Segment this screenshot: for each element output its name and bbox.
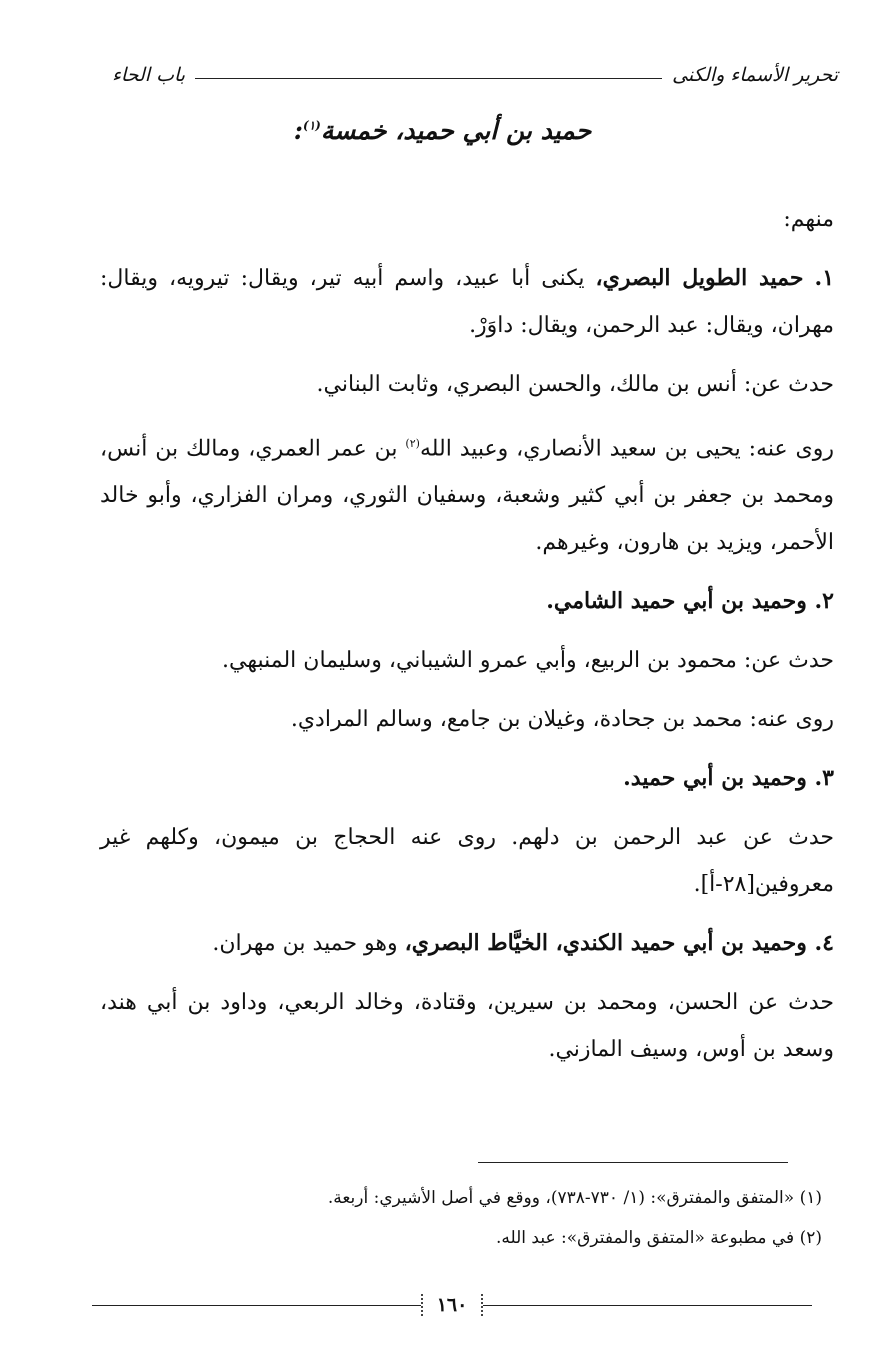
- intro-text: منهم:: [783, 207, 834, 232]
- entry-4-heading: [100, 920, 834, 967]
- entry-2-narrated-by-text: روى عنه: محمد بن جحادة، وغيلان بن جامع، وسالم المرادي.: [290, 707, 834, 733]
- running-head-chapter: باب الحاء: [112, 64, 186, 86]
- entry-4-narrated-from-text: حدث عن الحسن، ومحمد بن سيرين، وقتادة، وخالد الربعي، وداود بن أبي هند، وسعد بن أوس، وسيف المازني.: [100, 990, 834, 1063]
- entry-1-narrated-by-a: روى عنه: يحيى بن سعيد الأنصاري، وعبيد الله: [419, 436, 834, 462]
- entry-2-narrated-by: [100, 696, 834, 743]
- entry-1-narrated-from: [100, 361, 834, 408]
- footnote-ref-2: (٢): [405, 437, 420, 450]
- entry-2-narrated-from: [100, 637, 834, 684]
- section-title-text: حميد بن أبي حميد، خمسة: [320, 116, 592, 145]
- footnotes: [100, 1178, 822, 1258]
- page-footer: [92, 1290, 812, 1320]
- running-head-book-title: تحرير الأسماء والكنى: [672, 64, 838, 86]
- entry-1: [100, 255, 834, 349]
- entry-1-text: يكنى أبا عبيد، واسم أبيه تير، ويقال: تيرويه، ويقال: مهران، ويقال: عبد الرحمن، ويقال: داوَرْ.: [100, 266, 834, 338]
- entry-3-body-text: حدث عن عبد الرحمن بن دلهم. روى عنه الحجاج بن ميمون، وكلهم غير معروفين[٢٨-أ].: [100, 825, 834, 898]
- entry-4-heading-text: ٤. وحميد بن أبي حميد الكندي، الخيَّاط البصري،: [404, 930, 834, 957]
- footnote-separator: [478, 1162, 788, 1163]
- intro-line: [100, 196, 834, 243]
- footnote-2: (٢) في مطبوعة «المتفق والمفترق»: عبد الله.: [495, 1228, 822, 1248]
- footer-rule-right: [483, 1305, 812, 1306]
- footer-rule-left: [92, 1305, 421, 1306]
- footnote-1: (١) «المتفق والمفترق»: (١/ ٧٣٠-٧٣٨)، ووقع في أصل الأشيري: أربعة.: [327, 1188, 822, 1208]
- section-title-colon: :: [293, 116, 304, 145]
- entry-2-narrated-from-text: حدث عن: محمود بن الربيع، وأبي عمرو الشيباني، وسليمان المنبهي.: [222, 648, 834, 674]
- section-title: [0, 116, 885, 145]
- running-head-rule: [195, 78, 662, 79]
- page-number: ١٦٠: [421, 1294, 484, 1316]
- entry-2-heading: [100, 578, 834, 625]
- entry-3-heading-text: ٣. وحميد بن أبي حميد.: [623, 765, 834, 792]
- footnote-ref-1: (١): [303, 118, 321, 133]
- entry-3-heading: [100, 755, 834, 802]
- entry-1-narrated-by: [100, 420, 834, 566]
- main-text: [100, 196, 834, 1085]
- entry-1-number: ١.: [814, 265, 835, 291]
- entry-1-narrated-from-text: حدث عن: أنس بن مالك، والحسن البصري، وثابت البناني.: [316, 372, 834, 397]
- entry-2-heading-text: ٢. وحميد بن أبي حميد الشامي.: [546, 588, 834, 615]
- running-head: [112, 58, 838, 92]
- entry-1-narrated-by-b: بن عمر العمري، ومالك بن أنس، ومحمد بن جعفر بن أبي كثير وشعبة، وسفيان الثوري، ومران الفزاري، وأبو خالد الأحمر، ويزيد بن هارون، وغيرهم.: [100, 436, 834, 556]
- entry-4-narrated-from: [100, 979, 834, 1073]
- entry-3-text: [100, 814, 834, 908]
- entry-1-name: حميد الطويل البصري،: [595, 265, 804, 291]
- entry-4-heading-rest: وهو حميد بن مهران.: [212, 931, 398, 957]
